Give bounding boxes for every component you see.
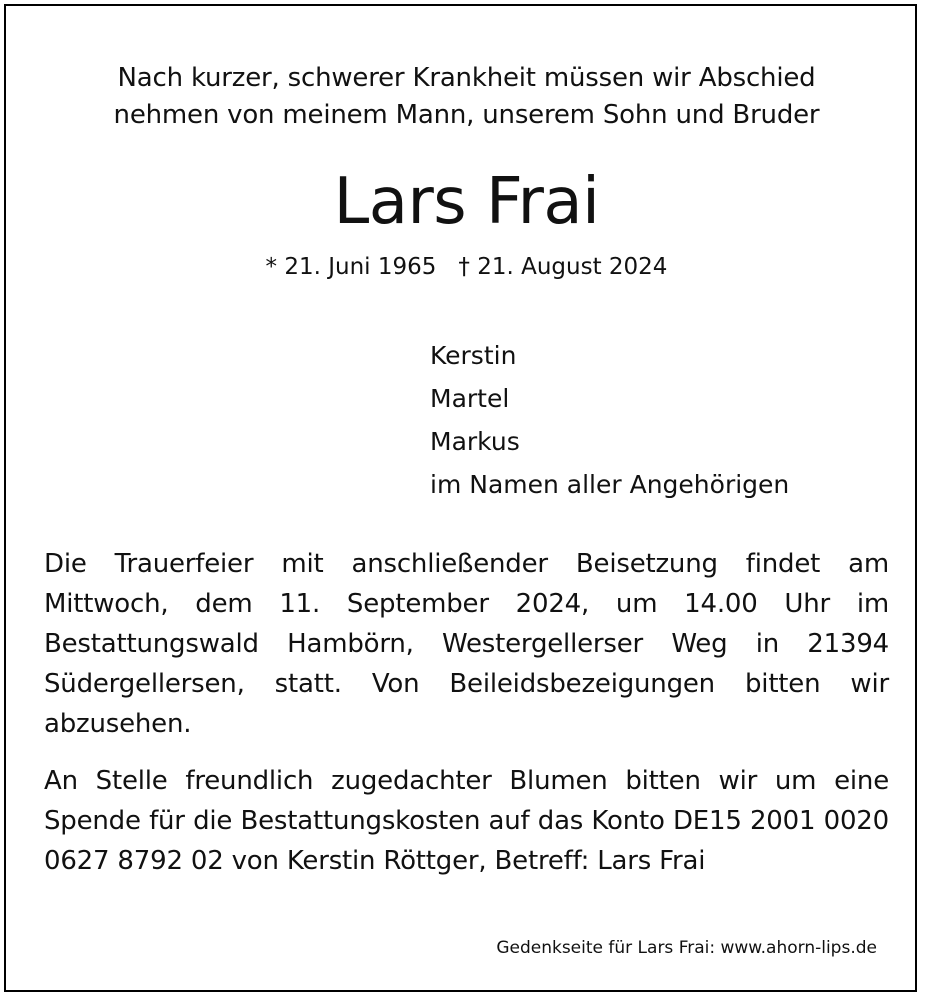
ceremony-paragraph: Die Trauerfeier mit anschließender Beisetzung findet am Mittwoch, dem 11. September 2024, um 14.00 Uhr im Bestattungswald Hambörn, Westergellerser Weg in 21394 Südergellersen, statt. Von Beileidsbezeigungen bitten wir abzusehen. <box>44 549 889 739</box>
death-date: † 21. August 2024 <box>458 254 668 280</box>
memorial-page-footer: Gedenkseite für Lars Frai: www.ahorn-lips.de <box>496 938 877 958</box>
deceased-name: Lars Frai <box>333 165 600 239</box>
donation-paragraph: An Stelle freundlich zugedachter Blumen bitten wir um eine Spende für die Bestattungskosten auf das Konto DE15 2001 0020 0627 8792 02 von Kerstin Röttger, Betreff: Lars Frai <box>44 766 889 876</box>
mourner-name: Kerstin <box>430 341 517 370</box>
mourners-list <box>430 334 789 506</box>
life-dates <box>6 250 925 284</box>
obituary-notice <box>4 4 917 992</box>
mourners-closing: im Namen aller Angehörigen <box>430 470 790 499</box>
birth-date: * 21. Juni 1965 <box>265 254 437 280</box>
intro-line: Nach kurzer, schwerer Krankheit müssen wir Abschied <box>117 63 816 93</box>
mourner-name: Martel <box>430 384 510 413</box>
intro-text <box>6 60 925 134</box>
mourner-name: Markus <box>430 427 520 456</box>
intro-line: nehmen von meinem Mann, unserem Sohn und Bruder <box>113 100 820 130</box>
